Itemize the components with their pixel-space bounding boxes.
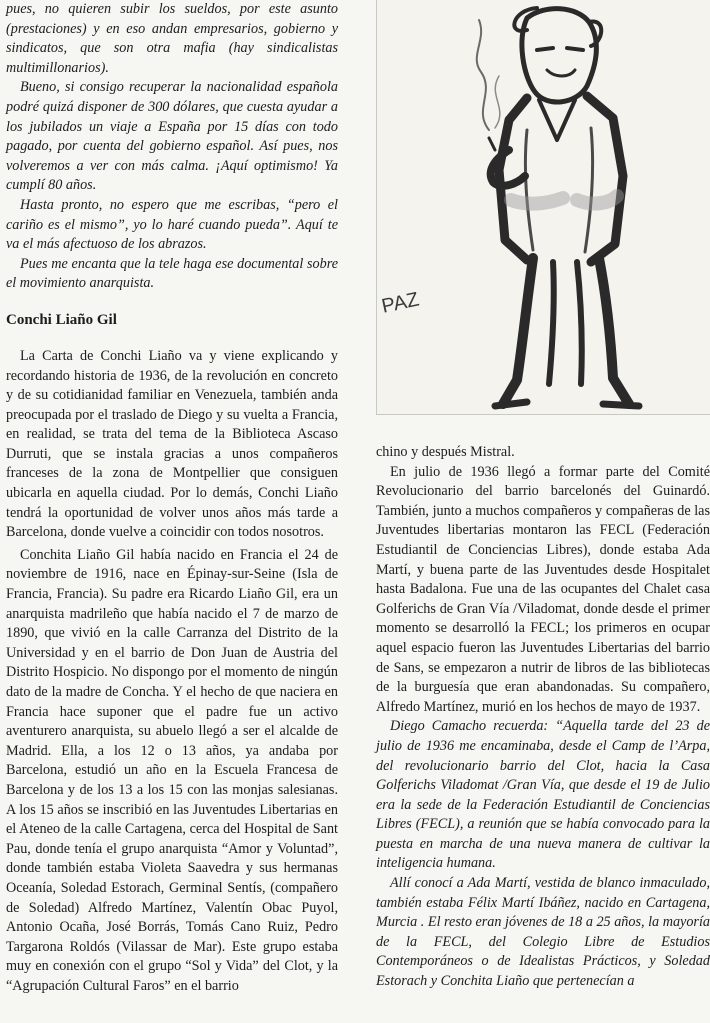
- letter-paragraph-4: Pues me encanta que la tele haga ese documental sobre el movimiento anarquista.: [6, 255, 338, 292]
- illustration-signature: PAZ: [379, 288, 421, 318]
- body-paragraph-1: La Carta de Conchi Liaño va y viene explicando y recordando historia de 1936, de la revolución en concreto y de su cotidianidad familiar en Venezuela, también anda preocupada por el traslado de Diego y su vuelta a Francia, en realidad, se trata del tema de la Biblioteca Ascaso Durruti, que se instala gracias a unos compañeros franceses de la zona de Montpellier que consiguen ubicarla en aquella ciudad. Por lo demás, Conchi Liaño tendrá la oportunidad de volver unos años más tarde a Barcelona, donde vuelve a coincidir con todos nosotros.: [6, 347, 338, 541]
- letter-paragraph-2: Bueno, si consigo recuperar la nacionalidad española podré quizá disponer de 300 dólares, que cuesta ayudar a los jubilados un viaje a España por 15 días con todo pagado, por cuenta del gobierno español. Así pues, nos volveremos a ver con más calma. ¡Aquí optimismo! Ya cumplí 80 años.: [6, 79, 338, 194]
- right-paragraph-2: En julio de 1936 llegó a formar parte del Comité Revolucionario del barrio barcelonés del Guinardó. También, junto a muchos compañeros y compañeras de las Juventudes libertarias montaron las FECL (Federación Estudiantil de Conciencias Libres), donde estaba Ada Martí, y buena parte de las Juventudes desde Hospitalet hasta Badalona. Fue una de las ocupantes del Chalet casa Golferichs de Gran Vía /Viladomat, donde desde el primer momento se desarrolló la FECL; los primeros en ocupar aquel espacio fueron las Juventudes Libertarias del barrio de Sans, se empezaron a nutrir de libros de las bibliotecas de la burguesía que eran abandonadas. Su compañero, Alfredo Martínez, murió en los hechos de mayo de 1937.: [376, 463, 710, 715]
- ink-sketch-figure: [377, 0, 710, 414]
- illustration: [376, 0, 710, 415]
- left-column: [6, 0, 338, 997]
- quote-paragraph-1: Diego Camacho recuerda: “Aquella tarde del 23 de julio de 1936 me encaminaba, desde el Camp de l’Arpa, del revolucionario barrio del Clot, hacia la Casa Golferichs Viladomat /Gran Vía, que desde el 19 de Julio era la sede de la Federación Estudiantil de Conciencias Libres (FECL), a reunión que se había convocado para la puesta en marcha de una nueva manera de cultivar la inteligencia humana.: [376, 718, 710, 872]
- letter-paragraph-1: pues, no quieren subir los sueldos, por este asunto (prestaciones) y en eso andan empresarios, gobierno y sindicatos, que son otra mafia (hay sindicalistas multimillonarios).: [6, 1, 338, 76]
- letter-paragraph-3: Hasta pronto, no espero que me escribas, “pero el cariño es el mismo”, yo lo haré cuando pueda”. Aquí te va el más afectuoso de los abrazos.: [6, 196, 338, 253]
- section-heading: Conchi Liaño Gil: [6, 311, 117, 328]
- right-column: [376, 443, 710, 992]
- quote-paragraph-2: Allí conocí a Ada Martí, vestida de blanco inmaculado, también estaba Félix Martí Ibáñez, nacido en Cartagena, Murcia . El resto eran jóvenes de 18 a 25 años, la mayoría de la FECL, del Colegio Libre de Estudios Contemporáneos o de Idealistas Prácticos, y Soledad Estorach y Conchita Liaño que pertenecían a: [376, 875, 710, 990]
- right-paragraph-1: chino y después Mistral.: [376, 444, 515, 460]
- body-paragraph-2: Conchita Liaño Gil había nacido en Francia el 24 de noviembre de 1916, nace en Épinay-sur-Seine (Isla de Francia, Francia). Su padre era Ricardo Liaño Gil, era un anarquista madrileño que había nacido el 7 de marzo de 1890, que vivió en la calle Carranza del Distrito de la Universidad y en el barrio de Don Juan de Austria del Distrito Hospicio. No dispongo por el momento de ningún dato de la madre de Concha. Y el hecho de que naciera en Francia hace suponer que el padre fue un activo aventurero anarquista, su abuelo llegó a ser el alcalde de Madrid. Ella, a los 12 o 13 años, ya andaba por Barcelona, estudió un año en la Escuela Francesa de Barcelona y de los 13 a los 15 con las monjas salesianas. A los 15 años se inscribió en las Juventudes Libertarias en el Ateneo de la calle Cartagena, cerca del Hospital de Sant Pau, donde tenía el grupo anarquista “Amor y Voluntad”, donde también estaba Violeta Saavedra y sus hermanas Oceanía, Soledad Estorach, Germinal Sentís, (compañero de Soledad) Alfredo Martínez, Valentín Obac Puyol, Antonio Ocaña, José Borrás, Tomás Cano Ruiz, Pedro Targarona Roldós (Vilassar de Mar). Este grupo estaba muy en conexión con el grupo “Sol y Vida” del Clot, y la “Agrupación Cultural Faros” en el barrio: [6, 546, 338, 994]
